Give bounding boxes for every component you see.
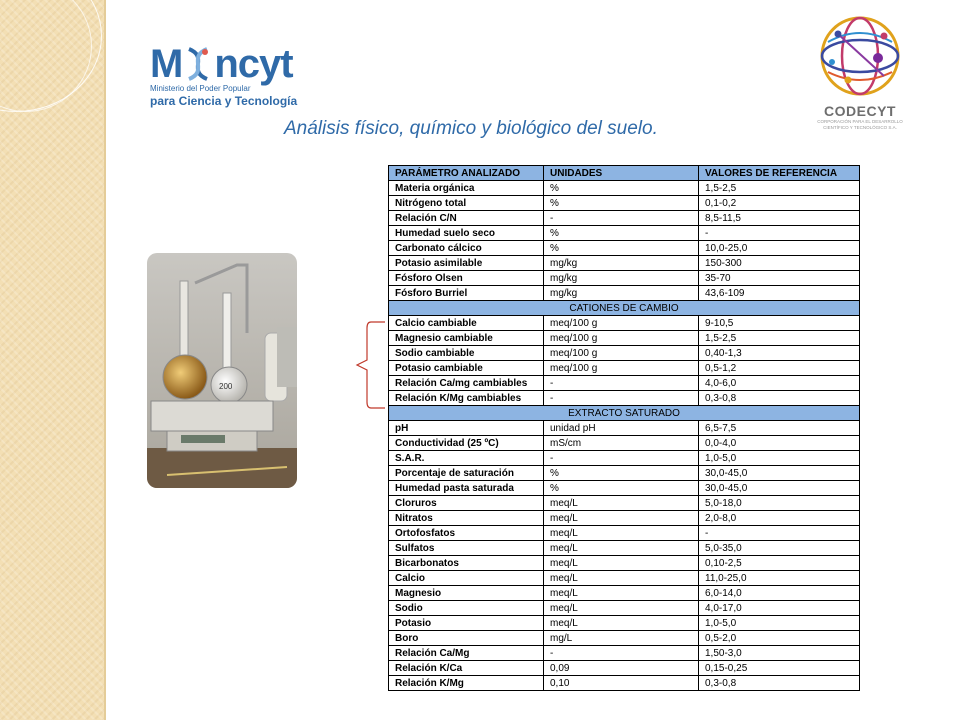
lab-flasks-image (147, 253, 297, 488)
parameter-cell: Potasio cambiable (389, 361, 544, 376)
units-cell: - (544, 646, 699, 661)
table-row (389, 316, 860, 331)
table-row (389, 676, 860, 691)
parameter-cell: Magnesio (389, 586, 544, 601)
section-header-row (389, 301, 860, 316)
parameter-cell: Relación K/Mg cambiables (389, 391, 544, 406)
mincyt-ministry-line: Ministerio del Poder Popular (150, 84, 251, 93)
reference-value-cell: 0,0-4,0 (699, 436, 860, 451)
reference-value-cell: 10,0-25,0 (699, 241, 860, 256)
table-row (389, 286, 860, 301)
reference-value-cell: - (699, 226, 860, 241)
header-reference-values: VALORES DE REFERENCIA (699, 166, 860, 181)
table-row (389, 271, 860, 286)
table-row (389, 646, 860, 661)
parameter-cell: Humedad suelo seco (389, 226, 544, 241)
units-cell: 0,10 (544, 676, 699, 691)
table-row (389, 181, 860, 196)
table-row (389, 661, 860, 676)
units-cell: meq/L (544, 616, 699, 631)
parameter-cell: Bicarbonatos (389, 556, 544, 571)
section-title: CATIONES DE CAMBIO (389, 301, 860, 316)
mincyt-letter-m: M (150, 42, 183, 86)
reference-value-cell: 1,0-5,0 (699, 616, 860, 631)
table-row (389, 466, 860, 481)
reference-value-cell: - (699, 526, 860, 541)
table-row (389, 481, 860, 496)
table-row (389, 421, 860, 436)
table-row (389, 376, 860, 391)
units-cell: meq/L (544, 526, 699, 541)
units-cell: - (544, 451, 699, 466)
units-cell: unidad pH (544, 421, 699, 436)
parameter-cell: Porcentaje de saturación (389, 466, 544, 481)
parameter-cell: Relación K/Ca (389, 661, 544, 676)
parameter-cell: Relación Ca/mg cambiables (389, 376, 544, 391)
units-cell: meq/100 g (544, 316, 699, 331)
units-cell: % (544, 241, 699, 256)
parameter-cell: Relación Ca/Mg (389, 646, 544, 661)
parameter-cell: Potasio (389, 616, 544, 631)
parameter-cell: Sodio (389, 601, 544, 616)
units-cell: mg/L (544, 631, 699, 646)
table-row (389, 196, 860, 211)
parameter-cell: Relación C/N (389, 211, 544, 226)
header-parameter: PARÁMETRO ANALIZADO (389, 166, 544, 181)
reference-value-cell: 5,0-18,0 (699, 496, 860, 511)
reference-value-cell: 0,15-0,25 (699, 661, 860, 676)
section-title: EXTRACTO SATURADO (389, 406, 860, 421)
mincyt-ministry-name: para Ciencia y Tecnología (150, 94, 298, 108)
parameter-cell: Humedad pasta saturada (389, 481, 544, 496)
parameter-cell: S.A.R. (389, 451, 544, 466)
parameter-cell: Boro (389, 631, 544, 646)
units-cell: mg/kg (544, 256, 699, 271)
table-row (389, 601, 860, 616)
codecyt-logo (808, 14, 912, 131)
reference-value-cell: 30,0-45,0 (699, 481, 860, 496)
parameter-cell: Calcio (389, 571, 544, 586)
table-row (389, 586, 860, 601)
parameter-cell: Calcio cambiable (389, 316, 544, 331)
table-row (389, 361, 860, 376)
units-cell: meq/L (544, 511, 699, 526)
reference-value-cell: 6,0-14,0 (699, 586, 860, 601)
reference-value-cell: 1,5-2,5 (699, 181, 860, 196)
table-row (389, 616, 860, 631)
reference-value-cell: 1,50-3,0 (699, 646, 860, 661)
mincyt-rest: ncyt (214, 42, 293, 86)
units-cell: 0,09 (544, 661, 699, 676)
units-cell: - (544, 211, 699, 226)
table-row (389, 391, 860, 406)
table-row (389, 571, 860, 586)
reference-value-cell: 0,1-0,2 (699, 196, 860, 211)
units-cell: % (544, 181, 699, 196)
table-row (389, 241, 860, 256)
codecyt-name: CODECYT (824, 103, 896, 119)
reference-value-cell: 1,0-5,0 (699, 451, 860, 466)
reference-value-cell: 11,0-25,0 (699, 571, 860, 586)
table-row (389, 256, 860, 271)
table-row (389, 541, 860, 556)
parameter-cell: Ortofosfatos (389, 526, 544, 541)
table-row (389, 436, 860, 451)
mincyt-logo (150, 44, 330, 108)
parameter-cell: Fósforo Olsen (389, 271, 544, 286)
units-cell: % (544, 226, 699, 241)
units-cell: meq/L (544, 541, 699, 556)
reference-value-cell: 0,5-2,0 (699, 631, 860, 646)
table-row (389, 451, 860, 466)
parameter-cell: Conductividad (25 ºC) (389, 436, 544, 451)
parameter-cell: pH (389, 421, 544, 436)
mincyt-wordmark (150, 44, 330, 84)
table-row (389, 226, 860, 241)
units-cell: meq/100 g (544, 346, 699, 361)
reference-value-cell: 5,0-35,0 (699, 541, 860, 556)
reference-value-cell: 8,5-11,5 (699, 211, 860, 226)
parameter-cell: Nitratos (389, 511, 544, 526)
units-cell: mS/cm (544, 436, 699, 451)
reference-value-cell: 43,6-109 (699, 286, 860, 301)
reference-value-cell: 0,40-1,3 (699, 346, 860, 361)
parameter-cell: Nitrógeno total (389, 196, 544, 211)
parameter-cell: Sodio cambiable (389, 346, 544, 361)
units-cell: mg/kg (544, 286, 699, 301)
section-header-row (389, 406, 860, 421)
reference-value-cell: 4,0-6,0 (699, 376, 860, 391)
units-cell: - (544, 376, 699, 391)
reference-value-cell: 35-70 (699, 271, 860, 286)
header-units: UNIDADES (544, 166, 699, 181)
reference-value-cell: 0,10-2,5 (699, 556, 860, 571)
table-row (389, 331, 860, 346)
units-cell: meq/L (544, 496, 699, 511)
decorative-side-strip (0, 0, 104, 720)
table-row (389, 526, 860, 541)
reference-value-cell: 150-300 (699, 256, 860, 271)
parameter-cell: Materia orgánica (389, 181, 544, 196)
dna-icon (183, 47, 213, 81)
units-cell: - (544, 391, 699, 406)
reference-value-cell: 0,3-0,8 (699, 391, 860, 406)
reference-value-cell: 0,5-1,2 (699, 361, 860, 376)
table-row (389, 511, 860, 526)
flask-label: 200 (219, 382, 233, 391)
reference-value-cell: 4,0-17,0 (699, 601, 860, 616)
reference-value-cell: 30,0-45,0 (699, 466, 860, 481)
reference-value-cell: 6,5-7,5 (699, 421, 860, 436)
table-row (389, 496, 860, 511)
reference-values-table (388, 165, 860, 691)
table-body (389, 181, 860, 691)
units-cell: meq/L (544, 571, 699, 586)
parameter-cell: Magnesio cambiable (389, 331, 544, 346)
table-header-row (389, 166, 860, 181)
parameter-cell: Fósforo Burriel (389, 286, 544, 301)
table-row (389, 211, 860, 226)
reference-value-cell: 0,3-0,8 (699, 676, 860, 691)
units-cell: meq/L (544, 586, 699, 601)
reference-value-cell: 1,5-2,5 (699, 331, 860, 346)
units-cell: % (544, 196, 699, 211)
parameter-cell: Sulfatos (389, 541, 544, 556)
parameter-cell: Carbonato cálcico (389, 241, 544, 256)
reference-value-cell: 2,0-8,0 (699, 511, 860, 526)
codecyt-subtitle: CIENTÍFICO Y TECNOLÓGICO S.A. (823, 125, 897, 130)
parameter-cell: Relación K/Mg (389, 676, 544, 691)
decorative-arc (0, 0, 92, 112)
units-cell: meq/100 g (544, 361, 699, 376)
codecyt-subtitle: CORPORACIÓN PARA EL DESARROLLO (817, 119, 903, 124)
parameter-cell: Cloruros (389, 496, 544, 511)
strip-edge (104, 0, 106, 720)
table-row (389, 556, 860, 571)
bracket-indicator (355, 320, 387, 410)
table-row (389, 631, 860, 646)
slide-title: Análisis físico, químico y biológico del suelo. (284, 118, 658, 139)
globe-network-icon (818, 14, 902, 98)
units-cell: meq/100 g (544, 331, 699, 346)
units-cell: % (544, 466, 699, 481)
parameter-cell: Potasio asimilable (389, 256, 544, 271)
units-cell: meq/L (544, 556, 699, 571)
reference-value-cell: 9-10,5 (699, 316, 860, 331)
units-cell: % (544, 481, 699, 496)
units-cell: meq/L (544, 601, 699, 616)
table-row (389, 346, 860, 361)
units-cell: mg/kg (544, 271, 699, 286)
lab-equipment-photo (147, 253, 297, 488)
